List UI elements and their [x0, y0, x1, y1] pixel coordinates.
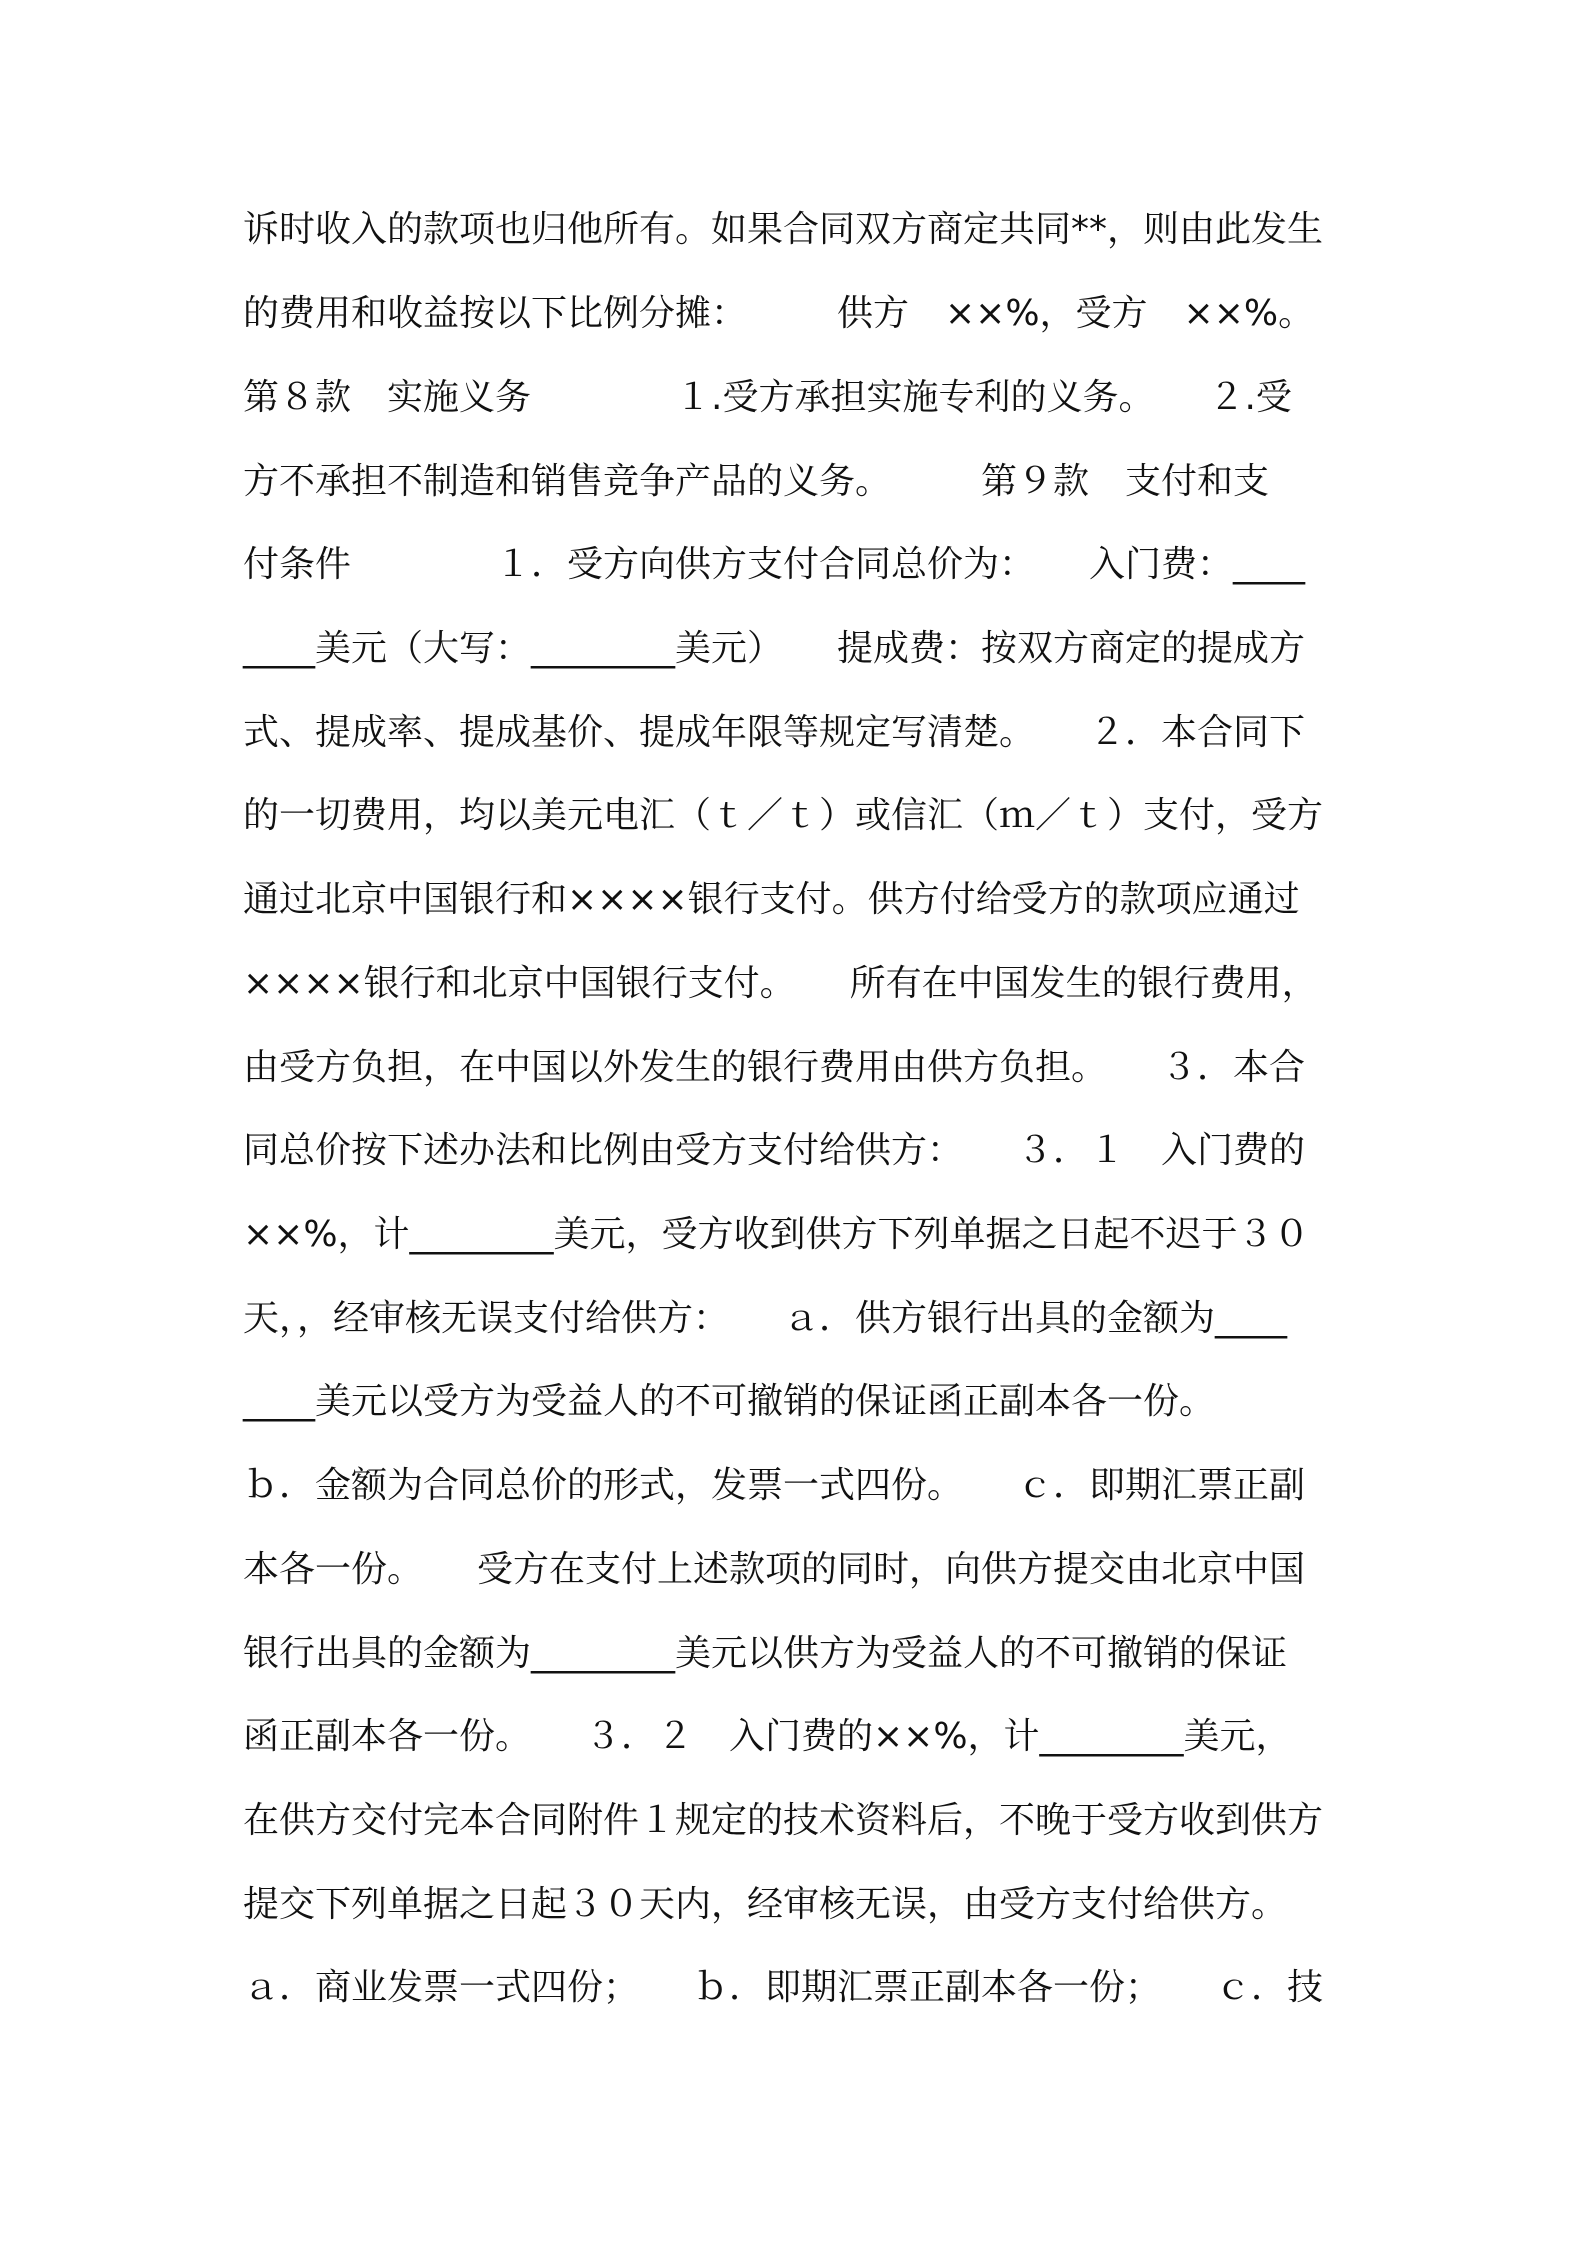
text-line: ____美元以受方为受益人的不可撤销的保证函正副本各一份。: [243, 1381, 1216, 1422]
text-line: 在供方交付完本合同附件１规定的技术资料后，不晚于受方收到供方: [243, 1800, 1324, 1841]
text-line: 由受方负担，在中国以外发生的银行费用由供方负担。 ３．本合: [243, 1047, 1306, 1088]
text-line: 第８款 实施义务 １.受方承担实施专利的义务。 ２.受: [243, 377, 1292, 418]
text-line: 付条件 １．受方向供方支付合同总价为： 入门费：____: [243, 544, 1306, 585]
text-line: 函正副本各一份。 ３．２ 入门费的××%，计________美元，: [243, 1716, 1292, 1757]
text-line: ××%，计________美元，受方收到供方下列单据之日起不迟于３０: [243, 1214, 1310, 1255]
text-line: 提交下列单据之日起３０天内，经审核无误，由受方支付给供方。: [243, 1884, 1288, 1925]
text-line: 天，，经审核无误支付给供方： ａ．供方银行出具的金额为____: [243, 1298, 1288, 1339]
text-line: ａ．商业发票一式四份； ｂ．即期汇票正副本各一份； ｃ．技: [243, 1967, 1324, 2008]
text-line: 的一切费用，均以美元电汇（ｔ／ｔ）或信汇（ｍ／ｔ）支付，受方: [243, 795, 1324, 836]
text-line: ｂ．金额为合同总价的形式，发票一式四份。 ｃ．即期汇票正副: [243, 1465, 1306, 1506]
text-line: ____美元（大写：________美元） 提成费：按双方商定的提成方: [243, 628, 1306, 669]
text-line: 诉时收入的款项也归他所有。如果合同双方商定共同**，则由此发生: [243, 209, 1324, 250]
text-line: 式、提成率、提成基价、提成年限等规定写清楚。 ２．本合同下: [243, 712, 1306, 753]
text-line: 通过北京中国银行和××××银行支付。供方付给受方的款项应通过: [243, 879, 1300, 920]
text-line: 同总价按下述办法和比例由受方支付给供方： ３．１ 入门费的: [243, 1130, 1306, 1171]
text-line: ××××银行和北京中国银行支付。 所有在中国发生的银行费用，: [243, 963, 1318, 1004]
text-line: 银行出具的金额为________美元以供方为受益人的不可撤销的保证: [243, 1633, 1288, 1674]
text-line: 方不承担不制造和销售竞争产品的义务。 第９款 支付和支: [243, 461, 1270, 502]
text-line: 的费用和收益按以下比例分摊： 供方 ××%，受方 ××%。: [243, 293, 1315, 334]
text-line: 本各一份。 受方在支付上述款项的同时，向供方提交由北京中国: [243, 1549, 1306, 1590]
